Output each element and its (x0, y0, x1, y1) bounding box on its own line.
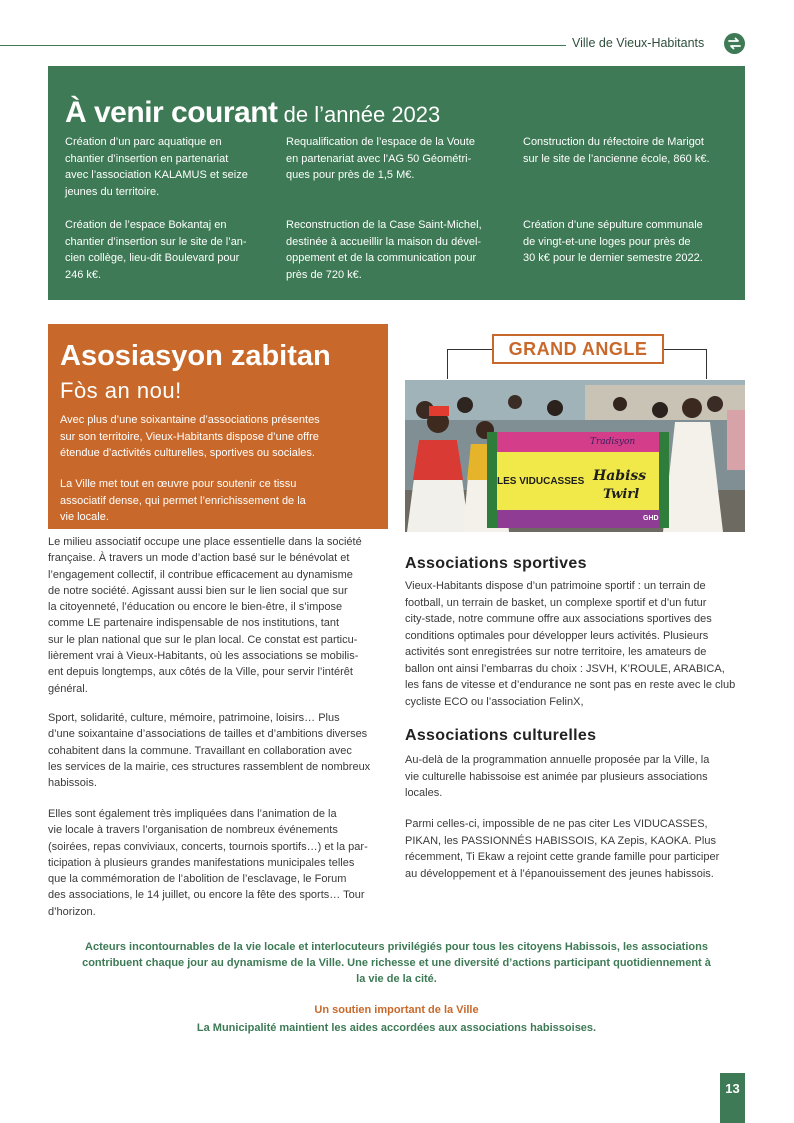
banner-name-text: LES VIDUCASSES (497, 476, 585, 487)
site-title: Ville de Vieux-Habitants (572, 36, 705, 50)
support-statement: La Municipalité maintient les aides accordées aux associations habissoises. (196, 1022, 597, 1034)
section-paragraph: Parmi celles-ci, impossible de ne pas citer Les VIDUCASSES, PIKAN, les PASSIONNÉS HABISSOIS, KA Zepis, KAOKA. Plus récemment, Ti Ekaw a rejoint cette grande famille pour participer au développement et à l’épanouissement des jeunes habissois. (405, 818, 720, 880)
feature-intro: Avec plus d’une soixantaine d’associations présentes sur son territoire, Vieux-Habitants dispose d’une offre étendue d’activités culturelles, sportives ou sociales. (60, 414, 320, 459)
upcoming-projects-box (48, 66, 745, 300)
closing-statement: Acteurs incontournables de la vie locale et interlocuteurs privilégiés pour tous les citoyens Habissois, les associations contribuent chaque jour au dynamisme de la Ville. Une richesse et une diversité d’actions participant quotidiennement à la vie de la cité. (82, 941, 711, 985)
support-heading: Un soutien important de la Ville (314, 1004, 479, 1016)
project-item: Création d’une sépulture communale de vingt-et-une loges pour près de 30 k€ pour le dernier semestre 2022. (523, 219, 703, 264)
section-paragraph: Au-delà de la programmation annuelle proposée par la Ville, la vie culturelle habissoise est animée par plusieurs associations locales. (405, 754, 710, 799)
body-paragraph: Elles sont également très impliquées dans l’animation de la vie locale à travers l’organisation de nombreux événements (soirées, repas conviviaux, concerts, tournois sportifs…) et la par- ticipation à plusieurs grandes manifestations municipales telles que la commémoration de l’abolition de l’esclavage, le Forum des associations, le 14 juillet, ou encore la fête des sports… Tour d’horizon. (48, 808, 368, 918)
grand-angle-frame (706, 349, 707, 379)
section-title: Associations sportives (405, 555, 587, 572)
feature-box (48, 324, 388, 529)
section-paragraph: Vieux-Habitants dispose d’un patrimoine sportif : un terrain de football, un terrain de basket, un complexe sportif et d’un futur city-stade, notre commune offre aux associations sportives des conditions optimales pour développer leurs activités. Plusieurs activités sont enregistrées sur notre territoire, les amateurs de ballon ont ainsi l’embarras du choix : JSVH, K’ROULE, ARABICA, les fans de vitesse et d’endurance ne sont pas en reste avec le club cycliste ECO ou l’association FelinX, (405, 580, 736, 708)
page-number: 13 (720, 1073, 745, 1123)
grand-angle-frame (447, 349, 448, 379)
project-item: Création de l’espace Bokantaj en chantier d’insertion sur le site de l’an- cien collège, lieu-dit Boulevard pour 246 k€. (65, 219, 247, 281)
body-paragraph: Sport, solidarité, culture, mémoire, patrimoine, loisirs… Plus d’une soixantaine d’associations de tailles et d’ambitions diverses cohabitent dans la commune. Travaillant en collaboration avec les services de la mairie, ces structures rassemblent de nombreux habissois. (48, 712, 371, 790)
parade-photo-illustration (405, 380, 745, 532)
project-item: Construction du réfectoire de Marigot sur le site de l’ancienne école, 860 k€. (523, 136, 710, 165)
feature-intro: La Ville met tout en œuvre pour soutenir ce tissu associatif dense, qui permet l’enrichissement de la vie locale. (60, 478, 306, 523)
section-title: Associations culturelles (405, 727, 597, 744)
banner-script-text: Twirl (603, 487, 640, 502)
project-item: Création d’un parc aquatique en chantier d’insertion en partenariat avec l’association KALAMUS et seize jeunes du territoire. (65, 136, 248, 198)
parade-photo (405, 380, 745, 532)
project-item: Requalification de l’espace de la Voute en partenariat avec l’AG 50 Géométri- ques pour près de 1,5 M€. (286, 136, 475, 181)
feature-subtitle: Fòs an nou! (60, 378, 182, 403)
banner-top-text: Tradisyon (590, 437, 636, 447)
upcoming-title: À venir courant de l’année 2023 (65, 96, 441, 129)
feature-title: Asosiasyon zabitan (60, 340, 331, 372)
project-item: Reconstruction de la Case Saint-Michel, destinée à accueillir la maison du dével- oppement et de la communication pour près de 720 k€. (286, 219, 482, 281)
body-paragraph: Le milieu associatif occupe une place essentielle dans la société française. À travers un mode d’action basé sur le bénévolat et l’engagement collectif, il contribue efficacement au dynamisme de notre société. Agissant aussi bien sur le lien social que sur la citoyenneté, l’éducation ou encore le bien-être, il s’impose comme LE partenaire indispensable de nos institutions, tant sur le plan national que sur le plan local. Ce constat est particu- lièrement vrai à Vieux-Habitants, où les associations se mobilis- ent depuis longtemps, aux côtés de la Ville, pour servir l’intérêt général. (48, 536, 362, 695)
grand-angle-label: GRAND ANGLE (492, 334, 664, 364)
banner-small-text: GHD (643, 515, 659, 522)
arrows-swap-icon (724, 33, 745, 54)
header-rule (0, 45, 566, 46)
banner-script-text: Habiss (593, 468, 647, 484)
